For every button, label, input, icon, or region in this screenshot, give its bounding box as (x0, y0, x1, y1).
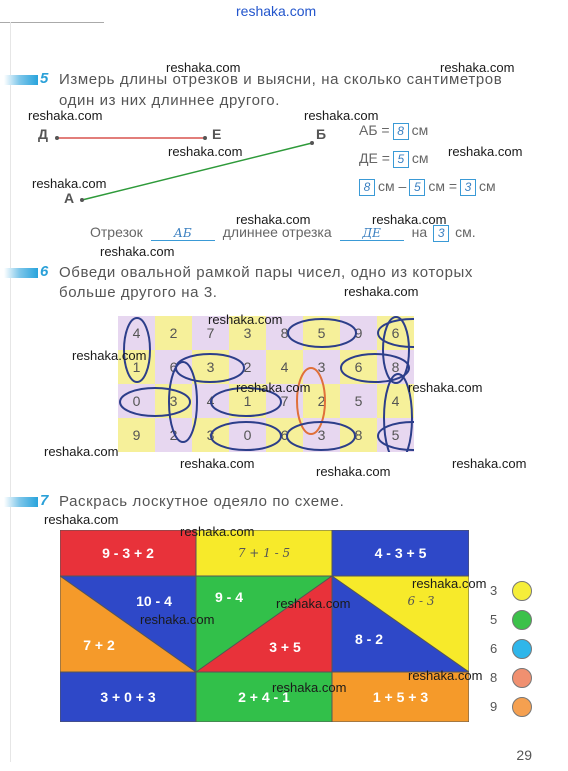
answer-sentence: Отрезок АБ длиннее отрезка ДЕ на 3 см. (90, 224, 476, 240)
task-marker (4, 497, 38, 507)
legend-number: 9 (490, 699, 498, 714)
watermark: reshaka.com (408, 380, 483, 395)
point-d (55, 136, 59, 140)
grid-cell[interactable]: 7 (266, 384, 303, 418)
patch-label: 8 - 2 (354, 631, 383, 647)
watermark: reshaka.com (452, 456, 527, 471)
watermark: reshaka.com (316, 464, 391, 479)
grid-cell[interactable]: 4 (266, 350, 303, 384)
legend-color-dot (512, 639, 532, 659)
grid-cell[interactable]: 6 (340, 350, 377, 384)
answer-field[interactable]: АБ (151, 226, 215, 241)
answer-box[interactable]: 5 (409, 179, 425, 196)
oval (288, 319, 356, 347)
task-text: один из них длиннее другого. (59, 92, 281, 109)
grid-cell[interactable]: 9 (118, 418, 155, 452)
answer-box[interactable]: 3 (460, 179, 476, 196)
patch-label: 10 - 4 (136, 593, 172, 609)
watermark: reshaka.com (236, 212, 311, 227)
patch-label: 7 + 2 (83, 637, 115, 653)
grid-cell[interactable]: 2 (155, 418, 192, 452)
watermark: reshaka.com (344, 284, 419, 299)
grid-cell[interactable]: 1 (118, 350, 155, 384)
watermark: reshaka.com (44, 444, 119, 459)
grid-cell[interactable]: 7 (192, 316, 229, 350)
patch-label: 7 + 1 - 5 (237, 546, 291, 560)
patchwork-quilt (60, 530, 469, 722)
watermark: reshaka.com (372, 212, 447, 227)
grid-cell[interactable]: 6 (377, 316, 414, 350)
grid-cell[interactable]: 6 (266, 418, 303, 452)
watermark: reshaka.com (44, 512, 119, 527)
watermark: reshaka.com (412, 576, 487, 591)
task-text: Измерь длины отрезков и выясни, на сколько сантиметров (59, 71, 503, 88)
equation-ab: АБ = 8 см (359, 122, 429, 138)
grid-cell[interactable]: 4 (118, 316, 155, 350)
watermark: reshaka.com (236, 380, 311, 395)
legend-number: 5 (490, 612, 498, 627)
oval (383, 317, 409, 383)
grid-cell[interactable]: 9 (340, 316, 377, 350)
legend-color-dot (512, 581, 532, 601)
watermark: reshaka.com (236, 3, 317, 19)
patch-label: 3 + 5 (269, 639, 301, 655)
task-text: Раскрась лоскутное одеяло по схеме. (59, 493, 345, 510)
grid-cell[interactable]: 4 (192, 384, 229, 418)
grid-cell[interactable]: 3 (303, 418, 340, 452)
watermark: reshaka.com (208, 312, 283, 327)
grid-cell[interactable]: 3 (229, 316, 266, 350)
legend-number: 8 (490, 670, 498, 685)
grid-cell[interactable]: 5 (303, 316, 340, 350)
legend-color-dot (512, 697, 532, 717)
answer-box[interactable]: 3 (433, 225, 449, 242)
patch-label: 4 - 3 + 5 (374, 545, 427, 561)
grid-cell[interactable]: 8 (340, 418, 377, 452)
grid-cell[interactable]: 0 (118, 384, 155, 418)
patch-label: 9 - 3 + 2 (102, 545, 154, 561)
grid-cell[interactable]: 1 (229, 384, 266, 418)
grid-cell[interactable]: 2 (303, 384, 340, 418)
grid-cell[interactable]: 5 (340, 384, 377, 418)
watermark: reshaka.com (408, 668, 483, 683)
grid-cell[interactable]: 3 (155, 384, 192, 418)
grid-cell[interactable]: 0 (229, 418, 266, 452)
grid-cell[interactable]: 2 (229, 350, 266, 384)
watermark: reshaka.com (166, 60, 241, 75)
patch-label: 3 + 0 + 3 (100, 689, 156, 705)
patch-label: 2 + 4 - 1 (238, 689, 290, 705)
grid-cell[interactable]: 3 (303, 350, 340, 384)
patch-label: 6 - 3 (407, 594, 435, 608)
watermark: reshaka.com (180, 524, 255, 539)
oval (211, 422, 281, 450)
watermark: reshaka.com (168, 144, 243, 159)
oval (169, 362, 197, 442)
watermark: reshaka.com (272, 680, 347, 695)
watermark: reshaka.com (72, 348, 147, 363)
watermark: reshaka.com (448, 144, 523, 159)
watermark: reshaka.com (100, 244, 175, 259)
grid-cell[interactable]: 4 (377, 384, 414, 418)
answer-box[interactable]: 8 (359, 179, 375, 196)
answer-box[interactable]: 8 (393, 123, 409, 140)
watermark: reshaka.com (304, 108, 379, 123)
grid-cell[interactable]: 5 (377, 418, 414, 452)
task-number: 6 (40, 263, 49, 280)
point-b-label: Б (316, 126, 327, 142)
oval (341, 354, 409, 382)
watermark: reshaka.com (28, 108, 103, 123)
watermark: reshaka.com (32, 176, 107, 191)
patch-label: 9 - 4 (214, 589, 243, 605)
legend-color-dot (512, 610, 532, 630)
legend-number: 3 (490, 583, 498, 598)
grid-cell[interactable]: 3 (192, 418, 229, 452)
watermark: reshaka.com (440, 60, 515, 75)
legend-number: 6 (490, 641, 498, 656)
point-b (310, 141, 314, 145)
point-d-label: Д (38, 126, 48, 142)
task-text: Обведи овальной рамкой пары чисел, одно из которых (59, 264, 473, 281)
patch-label: 1 + 5 + 3 (372, 689, 429, 705)
point-e (203, 136, 207, 140)
oval (176, 354, 244, 382)
grid-cell[interactable]: 2 (155, 316, 192, 350)
task-number: 5 (40, 70, 49, 87)
answer-box[interactable]: 5 (393, 151, 409, 168)
watermark: reshaka.com (276, 596, 351, 611)
point-a (80, 198, 84, 202)
grid-cell[interactable]: 8 (377, 350, 414, 384)
watermark: reshaka.com (140, 612, 215, 627)
answer-field[interactable]: ДЕ (340, 226, 404, 241)
point-a-label: А (64, 190, 75, 206)
point-e-label: Е (212, 126, 222, 142)
oval (120, 388, 190, 416)
page-number: 29 (516, 747, 532, 763)
grid-cell[interactable]: 3 (192, 350, 229, 384)
equation-de: ДЕ = 5 см (359, 150, 429, 166)
watermark: reshaka.com (180, 456, 255, 471)
equation-difference: 8 см – 5 см = 3 см (356, 178, 496, 196)
legend-color-dot (512, 668, 532, 688)
task-marker (4, 268, 38, 278)
grid-cell[interactable]: 8 (266, 316, 303, 350)
grid-cell[interactable]: 6 (155, 350, 192, 384)
task-number: 7 (40, 492, 49, 509)
task-text: больше другого на 3. (59, 284, 218, 301)
